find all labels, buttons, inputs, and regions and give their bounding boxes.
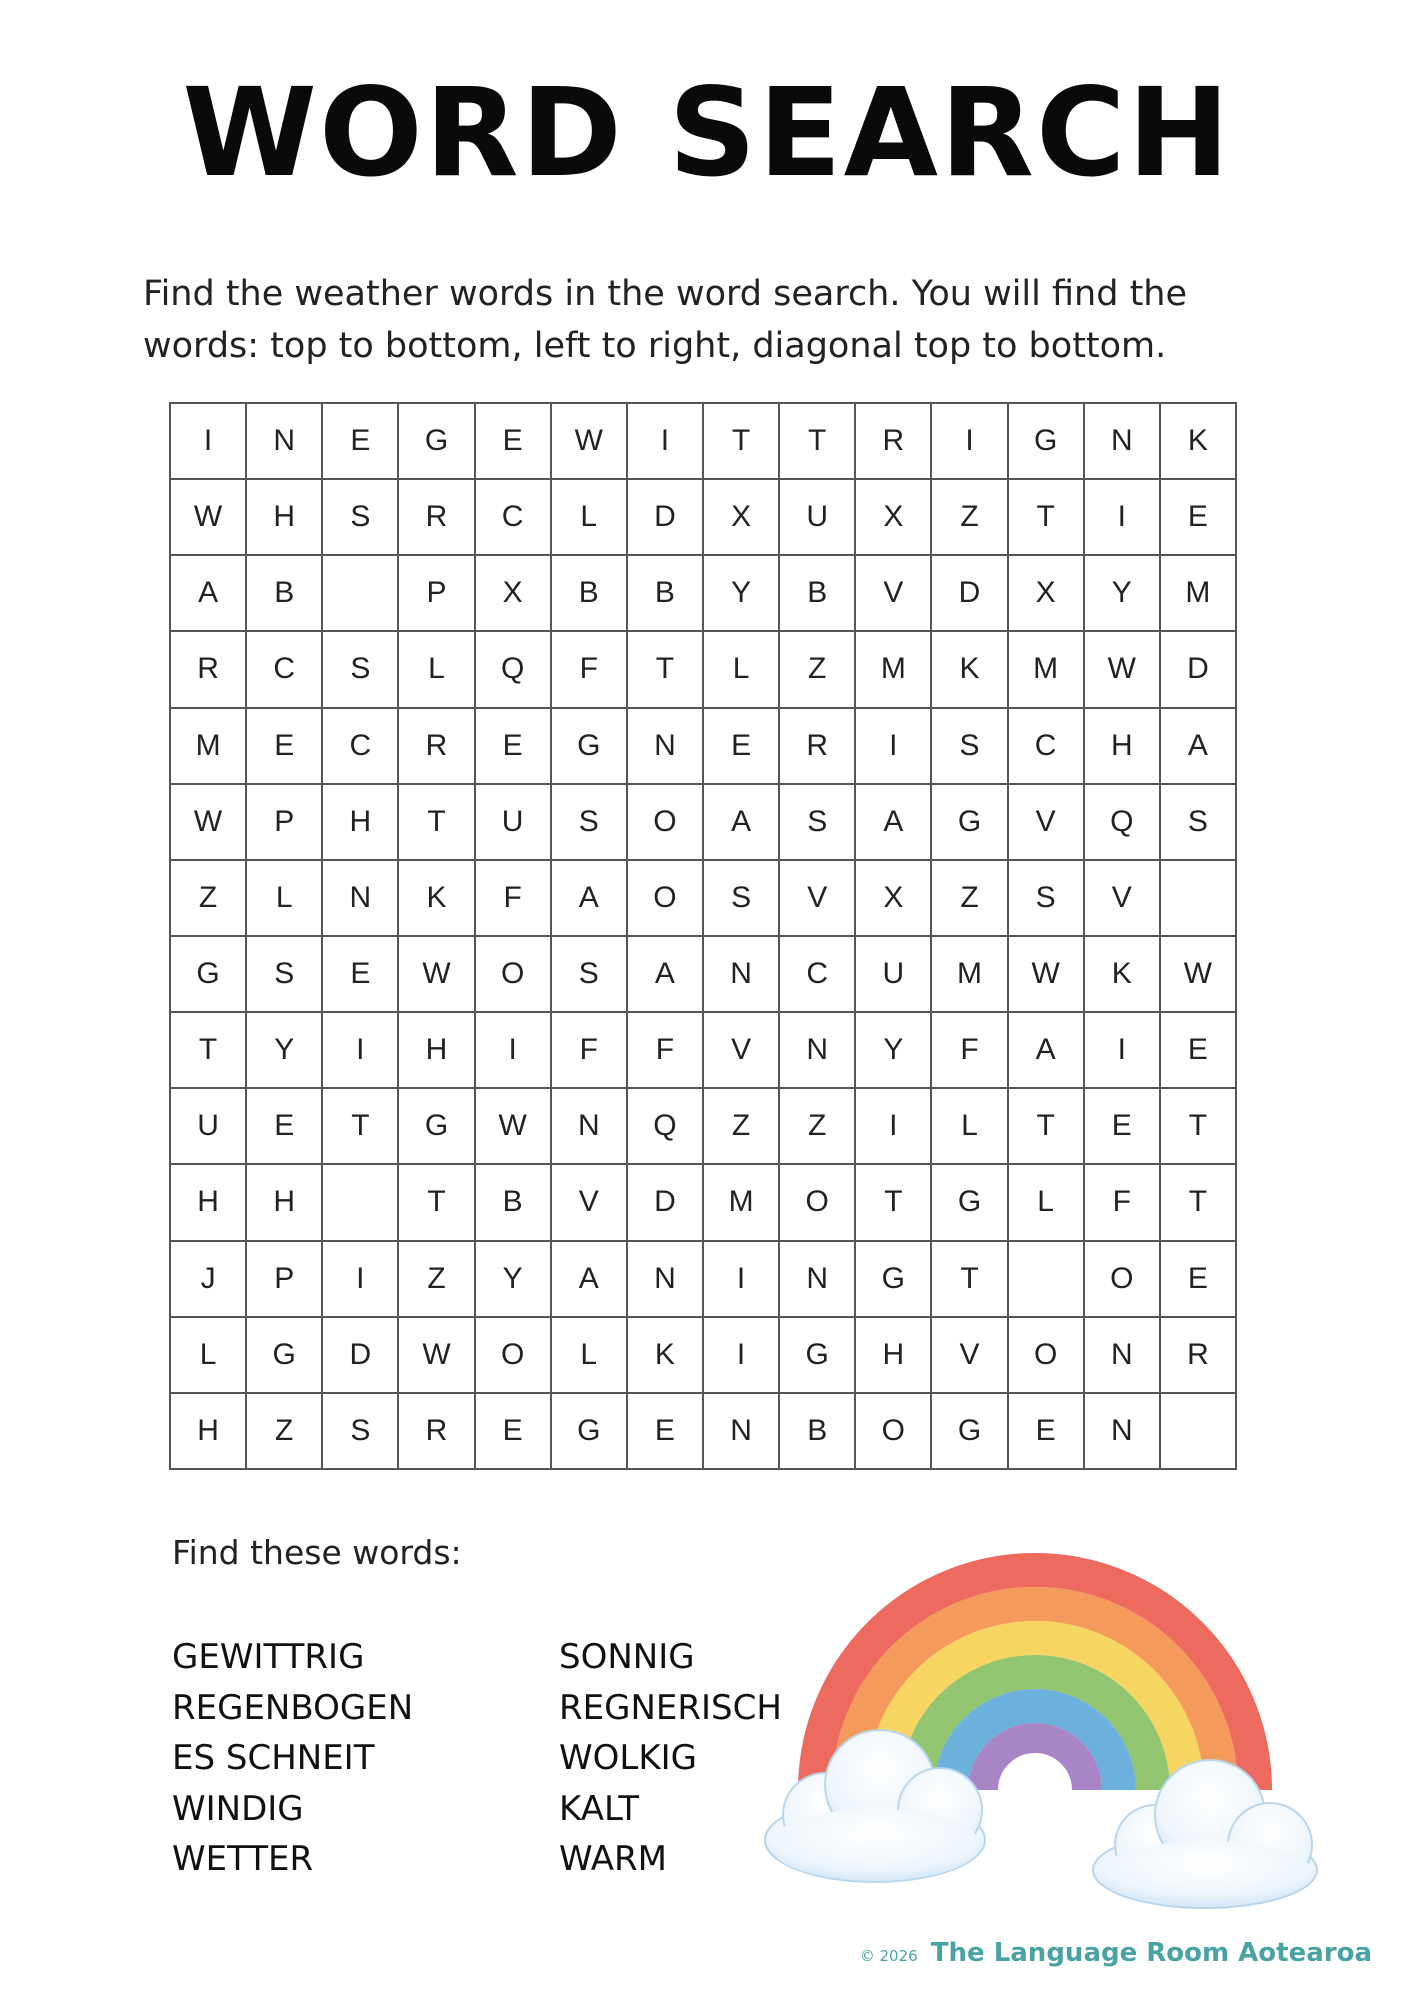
grid-cell: H bbox=[171, 1394, 247, 1470]
grid-cell: S bbox=[323, 480, 399, 556]
grid-cell: R bbox=[399, 1394, 475, 1470]
grid-cell: E bbox=[476, 404, 552, 480]
grid-cell: Q bbox=[476, 632, 552, 708]
grid-cell: V bbox=[780, 861, 856, 937]
grid-cell: G bbox=[856, 1242, 932, 1318]
grid-cell: M bbox=[704, 1165, 780, 1241]
grid-cell: X bbox=[856, 861, 932, 937]
grid-cell: I bbox=[171, 404, 247, 480]
grid-cell: E bbox=[476, 1394, 552, 1470]
grid-cell: J bbox=[171, 1242, 247, 1318]
grid-cell: A bbox=[1161, 709, 1237, 785]
grid-cell: B bbox=[476, 1165, 552, 1241]
grid-cell: V bbox=[552, 1165, 628, 1241]
grid-cell: O bbox=[1009, 1318, 1085, 1394]
grid-cell: T bbox=[780, 404, 856, 480]
grid-cell: X bbox=[1009, 556, 1085, 632]
grid-cell: N bbox=[247, 404, 323, 480]
grid-cell: P bbox=[247, 785, 323, 861]
grid-cell: T bbox=[932, 1242, 1008, 1318]
grid-cell: H bbox=[1085, 709, 1161, 785]
grid-cell: A bbox=[704, 785, 780, 861]
grid-cell: T bbox=[1161, 1165, 1237, 1241]
grid-cell: S bbox=[932, 709, 1008, 785]
grid-cell: Q bbox=[1085, 785, 1161, 861]
grid-cell: B bbox=[780, 1394, 856, 1470]
grid-cell: Z bbox=[247, 1394, 323, 1470]
grid-cell: A bbox=[552, 1242, 628, 1318]
word-list-item: REGENBOGEN bbox=[172, 1687, 414, 1728]
grid-cell: L bbox=[1009, 1165, 1085, 1241]
instructions: Find the weather words in the word search. You will find the words: top to bottom, left to right, diagonal top to bottom. bbox=[143, 274, 1188, 366]
grid-cell: B bbox=[628, 556, 704, 632]
grid-cell: C bbox=[323, 709, 399, 785]
grid-cell: R bbox=[1161, 1318, 1237, 1394]
grid-cell: H bbox=[247, 1165, 323, 1241]
grid-cell: M bbox=[1161, 556, 1237, 632]
grid-cell: C bbox=[1009, 709, 1085, 785]
grid-cell: O bbox=[628, 861, 704, 937]
grid-cell: D bbox=[1161, 632, 1237, 708]
grid-cell bbox=[1161, 861, 1237, 937]
grid-cell: A bbox=[1009, 1013, 1085, 1089]
grid-cell: H bbox=[856, 1318, 932, 1394]
grid-cell: S bbox=[247, 937, 323, 1013]
grid-cell: Z bbox=[780, 632, 856, 708]
grid-cell: F bbox=[552, 632, 628, 708]
grid-cell: G bbox=[932, 1165, 1008, 1241]
grid-cell: Z bbox=[171, 861, 247, 937]
grid-cell: Y bbox=[704, 556, 780, 632]
word-list-item: ES SCHNEIT bbox=[172, 1738, 375, 1778]
grid-cell: H bbox=[323, 785, 399, 861]
word-list-item: SONNIG bbox=[559, 1637, 695, 1677]
grid-cell: S bbox=[780, 785, 856, 861]
grid-cell: L bbox=[399, 632, 475, 708]
grid-cell: N bbox=[323, 861, 399, 937]
grid-cell: L bbox=[247, 861, 323, 937]
grid-cell: E bbox=[1161, 1013, 1237, 1089]
grid-cell: W bbox=[399, 937, 475, 1013]
grid-cell bbox=[323, 556, 399, 632]
grid-cell: B bbox=[552, 556, 628, 632]
grid-cell: T bbox=[1161, 1089, 1237, 1165]
grid-cell: W bbox=[1009, 937, 1085, 1013]
grid-cell: T bbox=[171, 1013, 247, 1089]
grid-cell: V bbox=[932, 1318, 1008, 1394]
grid-cell: X bbox=[856, 480, 932, 556]
grid-cell: W bbox=[1161, 937, 1237, 1013]
grid-cell: L bbox=[704, 632, 780, 708]
grid-cell: E bbox=[247, 1089, 323, 1165]
grid-cell: E bbox=[476, 709, 552, 785]
grid-cell: V bbox=[1009, 785, 1085, 861]
grid-cell: I bbox=[1085, 1013, 1161, 1089]
grid-cell: I bbox=[323, 1242, 399, 1318]
grid-cell: P bbox=[247, 1242, 323, 1318]
grid-cell: I bbox=[856, 709, 932, 785]
grid-cell: S bbox=[323, 1394, 399, 1470]
grid-cell: V bbox=[1085, 861, 1161, 937]
grid-cell: H bbox=[247, 480, 323, 556]
grid-cell: T bbox=[628, 632, 704, 708]
grid-cell: K bbox=[1161, 404, 1237, 480]
grid-cell: D bbox=[932, 556, 1008, 632]
grid-cell: E bbox=[323, 404, 399, 480]
grid-cell: E bbox=[1161, 1242, 1237, 1318]
grid-cell: E bbox=[323, 937, 399, 1013]
grid-cell: W bbox=[476, 1089, 552, 1165]
grid-cell: N bbox=[780, 1013, 856, 1089]
grid-cell: N bbox=[552, 1089, 628, 1165]
grid-cell: Z bbox=[932, 861, 1008, 937]
grid-cell: F bbox=[628, 1013, 704, 1089]
grid-cell: H bbox=[399, 1013, 475, 1089]
grid-cell: A bbox=[552, 861, 628, 937]
grid-cell: O bbox=[476, 1318, 552, 1394]
grid-cell: Y bbox=[856, 1013, 932, 1089]
grid-cell: T bbox=[1009, 480, 1085, 556]
grid-cell: S bbox=[323, 632, 399, 708]
grid-cell: A bbox=[628, 937, 704, 1013]
grid-cell: L bbox=[171, 1318, 247, 1394]
grid-cell: U bbox=[476, 785, 552, 861]
grid-cell: C bbox=[247, 632, 323, 708]
grid-cell: S bbox=[1161, 785, 1237, 861]
grid-cell: N bbox=[1085, 1318, 1161, 1394]
grid-cell bbox=[323, 1165, 399, 1241]
grid-cell: I bbox=[476, 1013, 552, 1089]
rainbow-cloud-illustration bbox=[755, 1505, 1335, 1915]
grid-cell: N bbox=[628, 1242, 704, 1318]
grid-cell: I bbox=[704, 1318, 780, 1394]
grid-cell: S bbox=[552, 785, 628, 861]
grid-cell: T bbox=[1009, 1089, 1085, 1165]
grid-cell: S bbox=[1009, 861, 1085, 937]
grid-cell: R bbox=[399, 480, 475, 556]
grid-cell: V bbox=[704, 1013, 780, 1089]
grid-cell: R bbox=[171, 632, 247, 708]
grid-cell: T bbox=[856, 1165, 932, 1241]
grid-cell: L bbox=[552, 480, 628, 556]
grid-cell: D bbox=[323, 1318, 399, 1394]
grid-cell: R bbox=[856, 404, 932, 480]
grid-cell: E bbox=[1085, 1089, 1161, 1165]
word-list-item: KALT bbox=[559, 1788, 639, 1829]
word-list-item: WARM bbox=[559, 1839, 667, 1879]
grid-cell: G bbox=[552, 709, 628, 785]
grid-cell: Q bbox=[628, 1089, 704, 1165]
grid-cell: X bbox=[704, 480, 780, 556]
grid-cell: U bbox=[856, 937, 932, 1013]
grid-cell: E bbox=[704, 709, 780, 785]
grid-cell: M bbox=[932, 937, 1008, 1013]
grid-cell: W bbox=[171, 785, 247, 861]
grid-cell: O bbox=[628, 785, 704, 861]
find-words-heading: Find these words: bbox=[172, 1533, 462, 1572]
grid-cell: G bbox=[932, 1394, 1008, 1470]
grid-cell: N bbox=[704, 937, 780, 1013]
grid-cell bbox=[1009, 1242, 1085, 1318]
grid-cell: Z bbox=[704, 1089, 780, 1165]
grid-cell: R bbox=[399, 709, 475, 785]
footer bbox=[860, 1938, 1372, 1968]
grid-cell: U bbox=[780, 480, 856, 556]
grid-cell: E bbox=[247, 709, 323, 785]
grid-cell: H bbox=[171, 1165, 247, 1241]
grid-cell: S bbox=[552, 937, 628, 1013]
grid-cell: D bbox=[628, 1165, 704, 1241]
grid-cell: B bbox=[780, 556, 856, 632]
word-list-item: WINDIG bbox=[172, 1788, 304, 1829]
grid-cell: O bbox=[856, 1394, 932, 1470]
word-list-item: WOLKIG bbox=[559, 1738, 697, 1778]
grid-cell: M bbox=[1009, 632, 1085, 708]
grid-cell: F bbox=[1085, 1165, 1161, 1241]
grid-cell: T bbox=[323, 1089, 399, 1165]
grid-cell: B bbox=[247, 556, 323, 632]
grid-cell: I bbox=[932, 404, 1008, 480]
grid-cell: K bbox=[399, 861, 475, 937]
grid-cell: A bbox=[856, 785, 932, 861]
grid-cell: R bbox=[780, 709, 856, 785]
grid-cell: I bbox=[628, 404, 704, 480]
grid-cell: K bbox=[1085, 937, 1161, 1013]
grid-cell: G bbox=[932, 785, 1008, 861]
grid-cell: G bbox=[1009, 404, 1085, 480]
grid-cell: T bbox=[704, 404, 780, 480]
grid-cell: Y bbox=[247, 1013, 323, 1089]
grid-cell: I bbox=[704, 1242, 780, 1318]
grid-cell: I bbox=[323, 1013, 399, 1089]
grid-cell: D bbox=[628, 480, 704, 556]
grid-cell: W bbox=[399, 1318, 475, 1394]
grid-cell: N bbox=[780, 1242, 856, 1318]
grid-cell: X bbox=[476, 556, 552, 632]
grid-cell: F bbox=[932, 1013, 1008, 1089]
grid-cell: W bbox=[171, 480, 247, 556]
grid-cell: T bbox=[399, 1165, 475, 1241]
grid-cell: E bbox=[1009, 1394, 1085, 1470]
grid-cell: Y bbox=[1085, 556, 1161, 632]
page-title: WORD SEARCH bbox=[182, 62, 1232, 204]
grid-cell: U bbox=[171, 1089, 247, 1165]
grid-cell: W bbox=[1085, 632, 1161, 708]
grid-cell: W bbox=[552, 404, 628, 480]
grid-cell: I bbox=[1085, 480, 1161, 556]
grid-cell: K bbox=[932, 632, 1008, 708]
grid-cell: N bbox=[1085, 404, 1161, 480]
grid-cell: O bbox=[476, 937, 552, 1013]
grid-cell: A bbox=[171, 556, 247, 632]
grid-cell: F bbox=[476, 861, 552, 937]
grid-cell: L bbox=[932, 1089, 1008, 1165]
grid-cell: N bbox=[704, 1394, 780, 1470]
grid-cell: C bbox=[476, 480, 552, 556]
grid-cell: G bbox=[552, 1394, 628, 1470]
grid-cell: O bbox=[780, 1165, 856, 1241]
grid-cell: M bbox=[171, 709, 247, 785]
grid-cell: E bbox=[1161, 480, 1237, 556]
grid-cell bbox=[1161, 1394, 1237, 1470]
grid-cell: G bbox=[780, 1318, 856, 1394]
grid-cell: F bbox=[552, 1013, 628, 1089]
grid-cell: O bbox=[1085, 1242, 1161, 1318]
grid-cell: Y bbox=[476, 1242, 552, 1318]
word-list-column-1 bbox=[172, 1632, 413, 1885]
grid-cell: C bbox=[780, 937, 856, 1013]
grid-cell: G bbox=[399, 404, 475, 480]
grid-cell: S bbox=[704, 861, 780, 937]
grid-cell: G bbox=[171, 937, 247, 1013]
word-list-item: WETTER bbox=[172, 1839, 314, 1879]
word-list-item: GEWITTRIG bbox=[172, 1637, 365, 1677]
word-list-item: REGNERISCH bbox=[559, 1687, 782, 1728]
word-search-grid bbox=[169, 402, 1237, 1470]
grid-cell: Z bbox=[780, 1089, 856, 1165]
copyright-text: © 2026 bbox=[859, 1947, 918, 1965]
grid-cell: T bbox=[399, 785, 475, 861]
grid-cell: M bbox=[856, 632, 932, 708]
brand-name: The Language Room Aotearoa bbox=[930, 1938, 1372, 1968]
grid-cell: G bbox=[247, 1318, 323, 1394]
grid-cell: L bbox=[552, 1318, 628, 1394]
word-list-column-2 bbox=[559, 1632, 782, 1885]
grid-cell: K bbox=[628, 1318, 704, 1394]
grid-cell: Z bbox=[399, 1242, 475, 1318]
grid-cell: P bbox=[399, 556, 475, 632]
grid-cell: N bbox=[1085, 1394, 1161, 1470]
grid-cell: V bbox=[856, 556, 932, 632]
grid-cell: I bbox=[856, 1089, 932, 1165]
grid-cell: Z bbox=[932, 480, 1008, 556]
grid-cell: G bbox=[399, 1089, 475, 1165]
grid-cell: N bbox=[628, 709, 704, 785]
grid-cell: E bbox=[628, 1394, 704, 1470]
